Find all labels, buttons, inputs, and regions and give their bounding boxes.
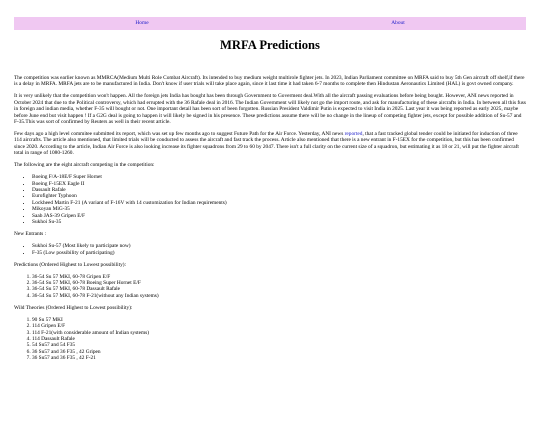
reported-link[interactable]: reported	[344, 131, 363, 138]
list-item: 6. 36 Su57 and 36 F35 , 42 Gripen	[32, 349, 526, 355]
news-text-after: , that a fast tracked global tender could be initiated for induction of three 114 aircrafts. The article also mentioned, that limited trials will be conducted to assess the aircraft and fast track the process. Article also mentioned that there is a new entrant in F-15EX for the competition, but this has been confirmed since 2020. According to the article, Indian Air Force is also looking increase its fighter squadrons from 29 to 60 by 2047. There isn't a full clarity on the current size of a squadron, but estimating it as 18 or 21, will put the fighter aircraft total in range of 1080-1260.	[14, 131, 519, 157]
list-item: • Saab JAS-39 Gripen E/F	[32, 213, 526, 219]
predictions-list	[14, 274, 526, 300]
list-item: • Dassault Rafale	[32, 187, 526, 193]
nav-cell-about	[270, 17, 526, 30]
list-item: 4. 36-54 Su 57 MKI, 60-78 F-21(without any Indian systems)	[32, 293, 526, 299]
new-entrants-list	[14, 243, 526, 256]
news-text-before: Few days ago a high level commitee submitted its report, which was set up few months ago to suggest Future Path for the Air Force. Yesterday, ANI news	[14, 131, 345, 138]
list-item: • F-35 (Low possibility of participating)	[32, 250, 526, 256]
context-paragraph: It is very unlikely that the competition won't happen. All the foreign jets India has bought has been through Government to Goverment deal.With all the aircraft passing evaluations before being bought. However, ANI news reported in October 2024 that due to the Political controversy, which had errupted with the 36 Rafale deal in 2016. The Indian Government will likely not go the import route, and ask for manufacturing of these aircrafts in India. In between all this fuss in foreign and indian media, whether F-35 will bought or not. One important detail has been sort of been forgotten. Russian President Valdimir Putin is expected to visit India in 2025. Last year it was being reported as early 2025, maybe before June end but visit happen ! If a G2G deal is going to happen it will likely be signed in his presence. These predictions assume there will be no change in the lineup of competing fighter jets, except for possible addition of Su-57 and F-35.This was sort of confirmed by Reuters as well in their recent article.	[14, 93, 526, 126]
competing-list	[14, 174, 526, 225]
list-item: 1. 36-54 Su 57 MKI, 60-78 Gripen E/F	[32, 274, 526, 280]
list-item: 3. 36-54 Su 57 MKI, 60-78 Dassault Rafale	[32, 286, 526, 292]
page-title: MRFA Predictions	[220, 38, 320, 52]
list-item: 2. 114 Gripen E/F	[32, 323, 526, 329]
list-item: • Sukhoi Su-57 (Most likely to participate now)	[32, 243, 526, 249]
wild-theories-intro: Wild Theories (Ordered Highest to Lowest possibility):	[14, 304, 133, 311]
nav-about-link[interactable]: About	[391, 20, 405, 26]
list-item: • Mikoyan MiG-35	[32, 206, 526, 212]
list-item: • Lockheed Martin F-21 (A variant of F-16V with 14 customization for Indian requirements)	[32, 200, 526, 206]
new-entrants-intro: New Entrants :	[14, 231, 47, 238]
article-body	[14, 75, 526, 362]
list-item: 7. 36 Su57 and 36 F35 , 42 F-21	[32, 355, 526, 361]
nav-home-link[interactable]: Home	[135, 20, 149, 26]
list-item: 5. 54 Su57 and 54 F35	[32, 342, 526, 348]
list-item: 3. 114 F-21(with considerable amount of Indian systems)	[32, 330, 526, 336]
navbar	[14, 17, 526, 30]
list-item: 2. 36-54 Su 57 MKI, 60-78 Boeing Super Hornet E/F	[32, 280, 526, 286]
list-item: • Sukhoi Su-35	[32, 219, 526, 225]
intro-paragraph: The competition was earlier known as MMRCA(Medium Multi Role Combat Aircraft). Its intended to buy medium weight multirole fighter jets. In 2023, Indian Parliament committee on MRFA said to buy 5th Gen aircraft off shelf,if there is a delay in MRFA. MRFA jets are to be manufactured in India. Don't know if user trials will take place again, since it last time it had taken 6-7 months to complete then Hindustan Aeronautics Limited (HAL) is govt owned company.	[14, 75, 525, 88]
list-item: • Boeing F/A-18E/F Super Hornet	[32, 174, 526, 180]
competing-intro: The following are the eight aircraft competing in the competition:	[14, 162, 155, 169]
nav-cell-home	[14, 17, 270, 30]
wild-theories-list	[14, 317, 526, 362]
predictions-intro: Predictions (Ordered Highest to Lowest possibility):	[14, 261, 127, 268]
list-item: 1. 90 Su 57 MKI	[32, 317, 526, 323]
news-paragraph	[14, 131, 526, 157]
list-item: 4. 114 Dassault Rafale	[32, 336, 526, 342]
list-item: • Boeing F-15EX Eagle II	[32, 181, 526, 187]
list-item: • Eurofighter Typhoon	[32, 193, 526, 199]
